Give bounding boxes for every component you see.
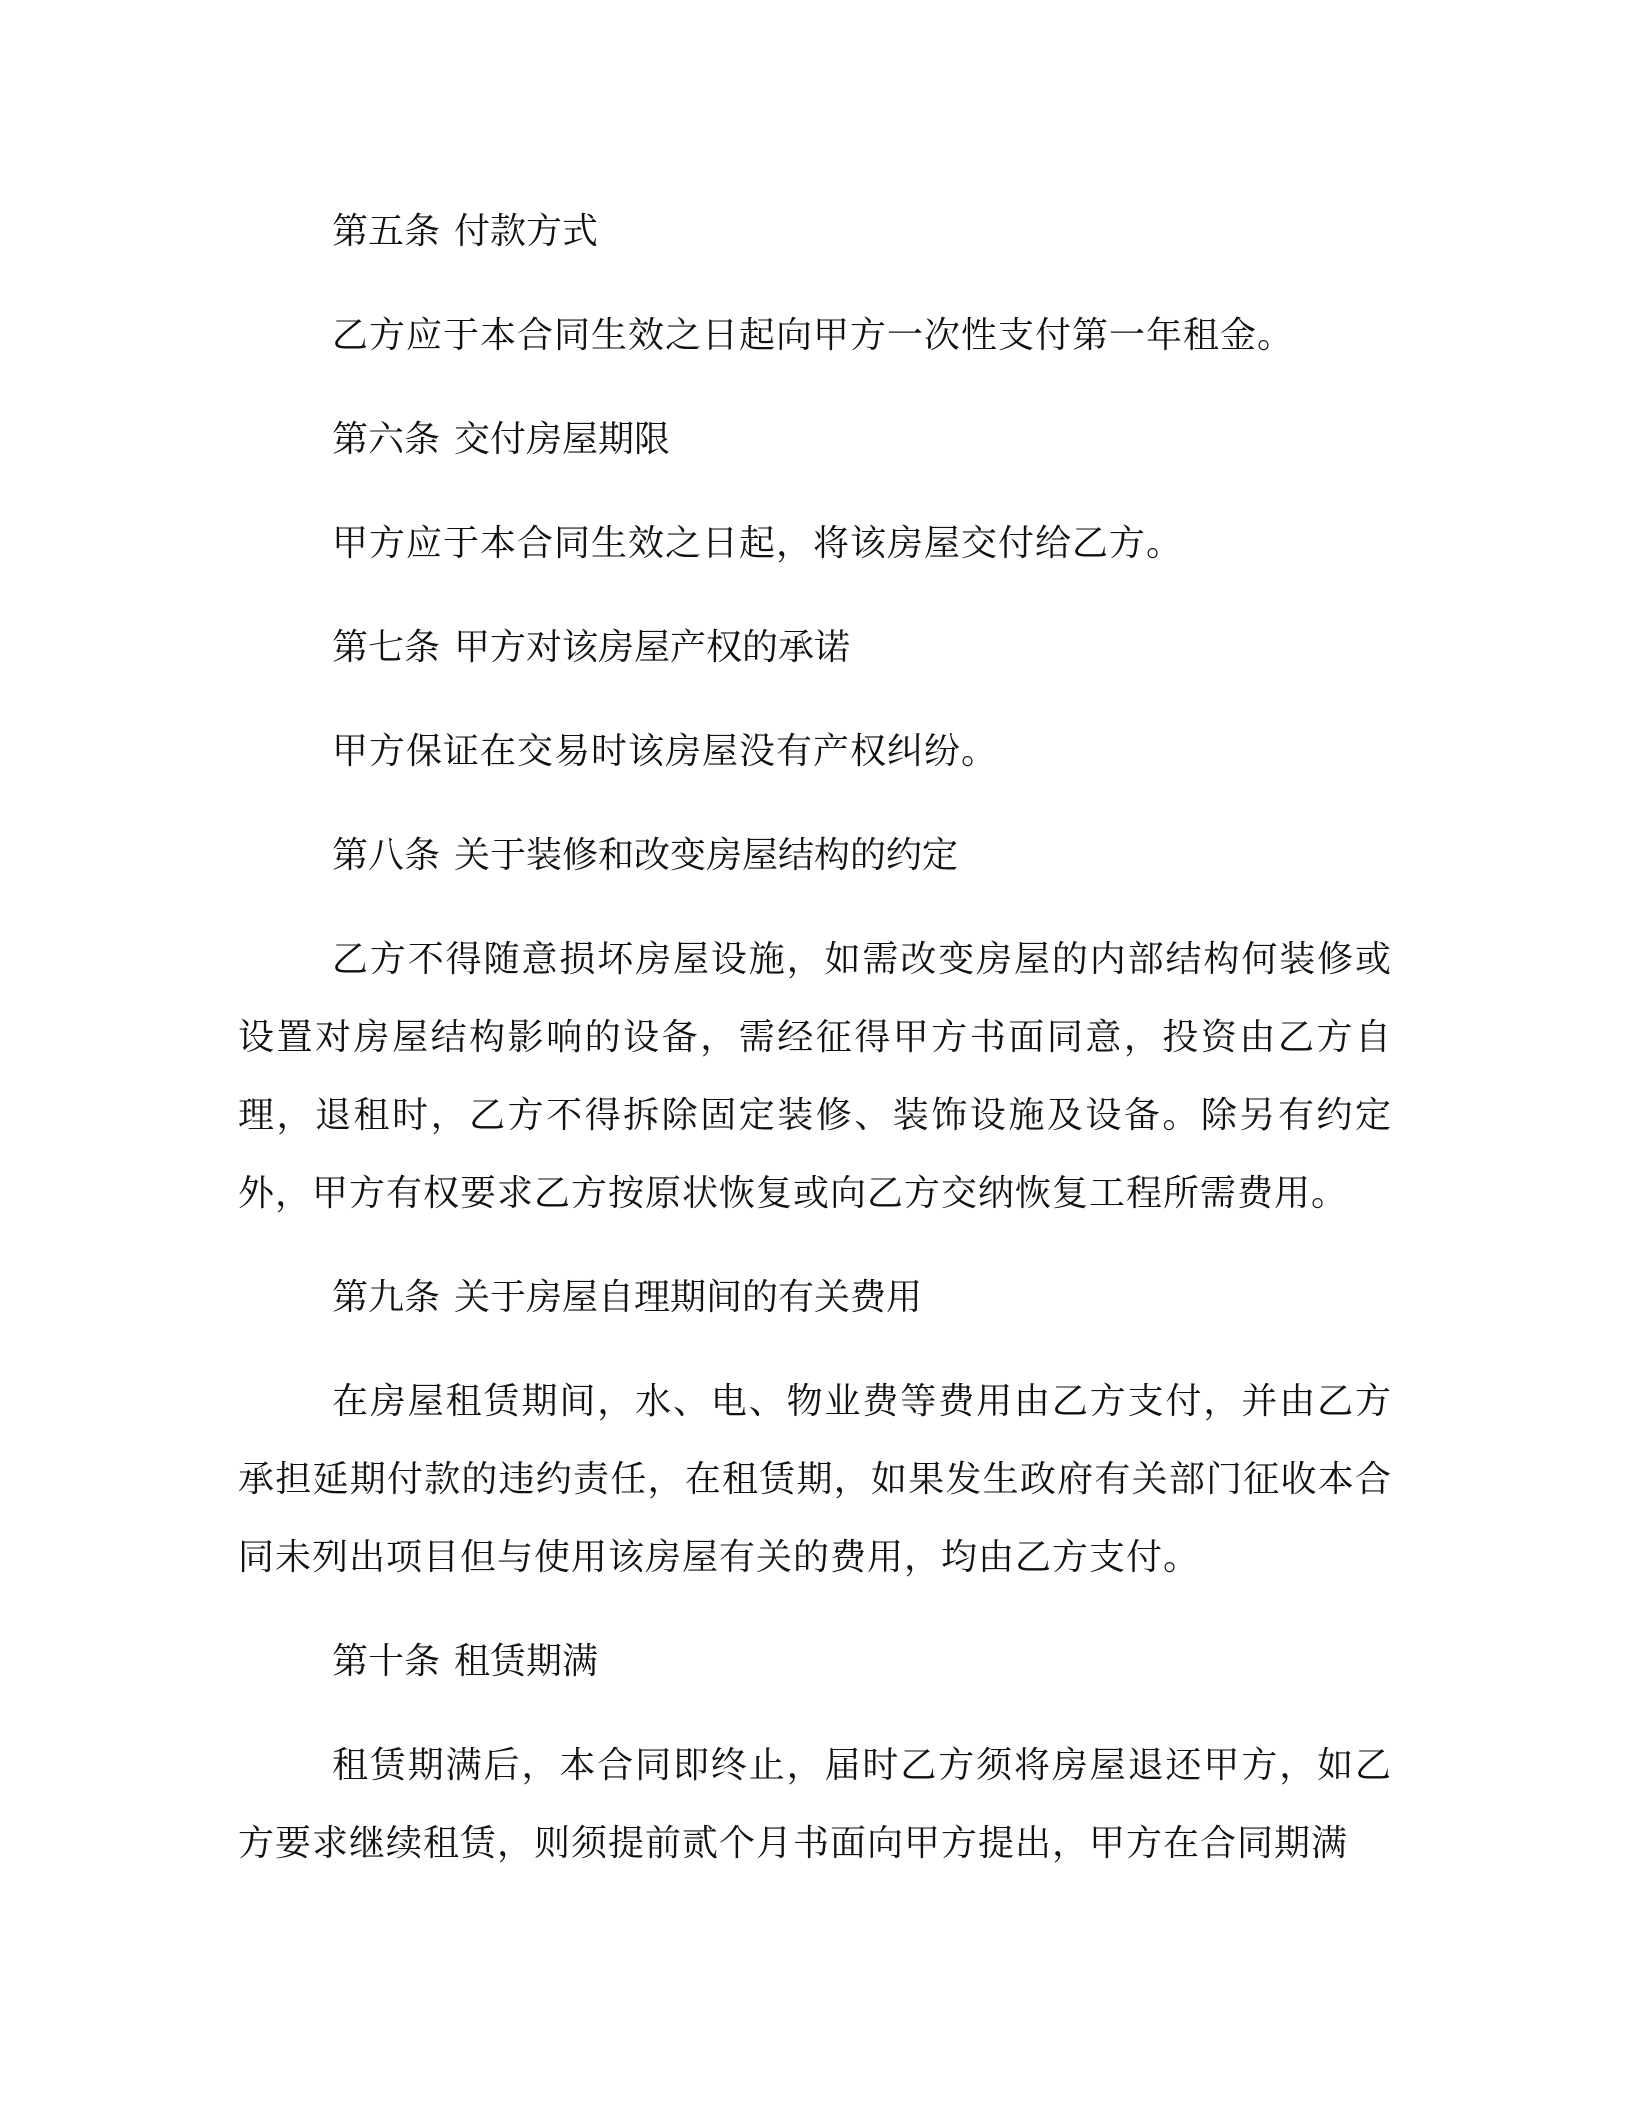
section-title: 租赁期满 [454, 1641, 599, 1682]
section-heading-6 [238, 401, 1392, 479]
section-body-9: 在房屋租赁期间，水、电、物业费等费用由乙方支付，并由乙方承担延期付款的违约责任，在租赁期，如果发生政府有关部门征收本合同未列出项目但与使用该房屋有关的费用，均由乙方支付。 [238, 1381, 1392, 1578]
section-number: 第五条 [332, 211, 441, 252]
section-number: 第十条 [332, 1641, 441, 1682]
section-heading-8 [238, 817, 1392, 895]
section-number: 第六条 [332, 419, 441, 460]
section-title: 付款方式 [454, 211, 599, 252]
section-body-7: 甲方保证在交易时该房屋没有产权纠纷。 [332, 731, 999, 772]
section-body-8: 乙方不得随意损坏房屋设施，如需改变房屋的内部结构何装修或设置对房屋结构影响的设备，需经征得甲方书面同意，投资由乙方自理，退租时，乙方不得拆除固定装修、装饰设施及设备。除另有约定外，甲方有权要求乙方按原状恢复或向乙方交纳恢复工程所需费用。 [238, 939, 1392, 1214]
document-body [238, 193, 1392, 1883]
section-body-6: 甲方应于本合同生效之日起，将该房屋交付给乙方。 [332, 523, 1184, 564]
section-heading-10 [238, 1623, 1392, 1701]
section-number: 第八条 [332, 835, 441, 876]
section-title: 交付房屋期限 [454, 419, 671, 460]
section-number: 第九条 [332, 1277, 441, 1318]
section-heading-7 [238, 609, 1392, 687]
section-body-5: 乙方应于本合同生效之日起向甲方一次性支付第一年租金。 [332, 315, 1295, 356]
section-title: 甲方对该房屋产权的承诺 [454, 627, 851, 668]
section-number: 第七条 [332, 627, 441, 668]
section-body-10: 租赁期满后，本合同即终止，届时乙方须将房屋退还甲方，如乙方要求继续租赁，则须提前贰个月书面向甲方提出，甲方在合同期满 [238, 1745, 1392, 1864]
section-heading-5 [238, 193, 1392, 271]
section-title: 关于房屋自理期间的有关费用 [454, 1277, 923, 1318]
section-title: 关于装修和改变房屋结构的约定 [454, 835, 959, 876]
section-heading-9 [238, 1259, 1392, 1337]
